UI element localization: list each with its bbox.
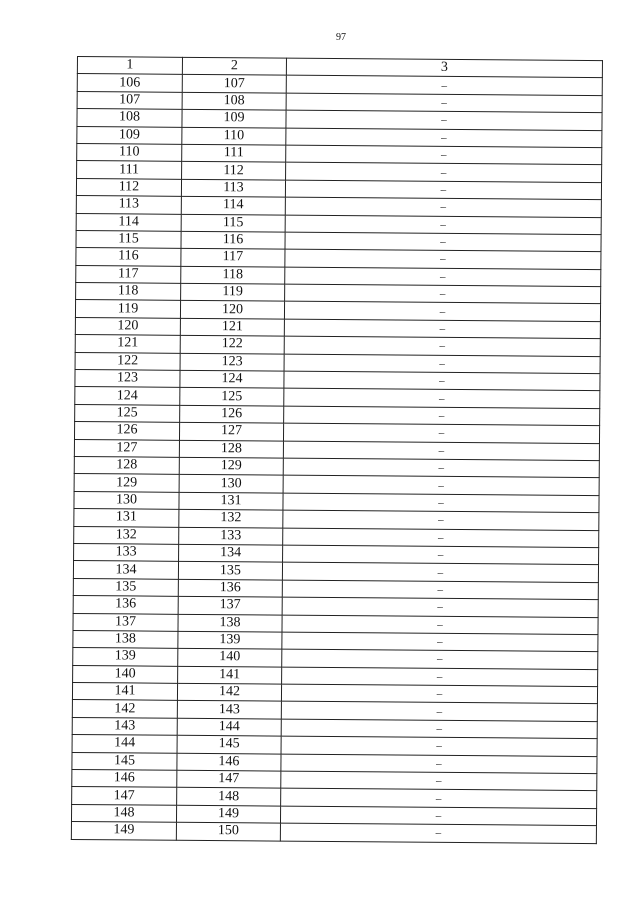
table-cell-col3: – <box>282 649 598 669</box>
table-cell-col1: 126 <box>74 422 179 440</box>
table-cell-col3: – <box>283 458 599 478</box>
table-cell-col1: 144 <box>72 735 177 753</box>
table-cell-col2: 148 <box>177 788 281 806</box>
table-cell-col2: 144 <box>177 718 281 736</box>
table-cell-col2: 117 <box>181 249 285 267</box>
table-cell-col1: 112 <box>76 178 181 196</box>
table-cell-col3: – <box>285 284 601 304</box>
table-cell-col3: – <box>285 197 601 217</box>
table-cell-col3: – <box>286 162 602 182</box>
table-cell-col2: 134 <box>179 544 283 562</box>
table-cell-col3: – <box>285 215 601 235</box>
table-cell-col2: 130 <box>179 475 283 493</box>
table-cell-col2: 113 <box>181 179 285 197</box>
table-cell-col3: – <box>282 615 598 635</box>
table-cell-col2: 147 <box>177 770 281 788</box>
table-cell-col1: 146 <box>72 769 177 787</box>
table-cell-col1: 131 <box>74 509 179 527</box>
table-cell-col2: 123 <box>180 353 284 371</box>
table-cell-col3: – <box>284 336 600 356</box>
table-cell-col1: 109 <box>77 126 182 144</box>
table-cell-col2: 136 <box>178 579 282 597</box>
table-cell-col2: 138 <box>178 614 282 632</box>
table-cell-col2: 110 <box>182 127 286 145</box>
table-cell-col2: 132 <box>179 509 283 527</box>
table-cell-col3: – <box>283 545 599 565</box>
table-cell-col1: 114 <box>76 213 181 231</box>
table-cell-col1: 113 <box>76 196 181 214</box>
table-cell-col2: 137 <box>178 596 282 614</box>
table-cell-col3: – <box>284 371 600 391</box>
table-cell-col2: 141 <box>178 666 282 684</box>
table-cell-col1: 147 <box>72 787 177 805</box>
table-cell-col2: 107 <box>182 75 286 93</box>
table-cell-col1: 125 <box>75 404 180 422</box>
table-cell-col2: 149 <box>176 805 280 823</box>
table-cell-col2: 109 <box>182 109 286 127</box>
table-cell-col2: 140 <box>178 649 282 667</box>
table-cell-col3: – <box>285 267 601 287</box>
table-cell-col3: – <box>280 823 596 843</box>
table-cell-col3: – <box>284 354 600 374</box>
table-cell-col1: 111 <box>77 161 182 179</box>
table-cell-col1: 135 <box>73 578 178 596</box>
table-cell-col2: 145 <box>177 736 281 754</box>
table-cell-col2: 122 <box>180 336 284 354</box>
table-cell-col1: 123 <box>75 370 180 388</box>
table-cell-col1: 129 <box>74 474 179 492</box>
table-cell-col1: 145 <box>72 752 177 770</box>
table-cell-col3: – <box>281 789 597 809</box>
table-cell-col3: – <box>281 754 597 774</box>
table-cell-col3: – <box>281 684 597 704</box>
table-cell-col2: 131 <box>179 492 283 510</box>
table-cell-col2: 111 <box>182 144 286 162</box>
table-cell-col3: – <box>282 632 598 652</box>
table-cell-col3: – <box>283 423 599 443</box>
table-cell-col3: – <box>281 719 597 739</box>
table-cell-col1: 149 <box>71 822 176 840</box>
table-body <box>71 74 602 843</box>
table-cell-col1: 137 <box>73 613 178 631</box>
table-cell-col3: – <box>282 597 598 617</box>
table-cell-col1: 136 <box>73 596 178 614</box>
table-cell-col1: 127 <box>74 439 179 457</box>
table-cell-col3: – <box>286 110 602 130</box>
table-cell-col2: 126 <box>180 405 284 423</box>
table-cell-col3: – <box>281 736 597 756</box>
table-cell-col3: – <box>283 528 599 548</box>
table-cell-col1: 128 <box>74 456 179 474</box>
table-cell-col1: 143 <box>72 717 177 735</box>
table-cell-col2: 116 <box>181 231 285 249</box>
table-cell-col3: – <box>285 232 601 252</box>
table-cell-col2: 115 <box>181 214 285 232</box>
table-cell-col2: 142 <box>177 683 281 701</box>
table-cell-col3: – <box>282 580 598 600</box>
column-header-2: 2 <box>182 57 286 75</box>
table-cell-col1: 138 <box>73 630 178 648</box>
table-cell-col1: 118 <box>76 283 181 301</box>
table-cell-col3: – <box>284 319 600 339</box>
table-cell-col3: – <box>283 476 599 496</box>
table-cell-col1: 133 <box>74 543 179 561</box>
table-cell-col1: 148 <box>71 804 176 822</box>
table-cell-col1: 110 <box>77 143 182 161</box>
table-cell-col1: 139 <box>73 648 178 666</box>
table-cell-col2: 143 <box>177 701 281 719</box>
table-cell-col1: 115 <box>76 230 181 248</box>
table-cell-col3: – <box>283 493 599 513</box>
table-cell-col3: – <box>284 406 600 426</box>
table-cell-col3: – <box>283 510 599 530</box>
table-cell-col1: 142 <box>72 700 177 718</box>
table-cell-col2: 119 <box>181 283 285 301</box>
table-cell-col2: 124 <box>180 370 284 388</box>
column-header-1: 1 <box>77 57 182 75</box>
table-cell-col2: 133 <box>179 527 283 545</box>
table-cell-col1: 120 <box>75 317 180 335</box>
table-cell-col1: 107 <box>77 91 182 109</box>
column-header-3: 3 <box>286 58 602 78</box>
table-cell-col1: 122 <box>75 352 180 370</box>
table-cell-col2: 114 <box>181 196 285 214</box>
table-cell-col1: 140 <box>73 665 178 683</box>
table-cell-col3: – <box>283 441 599 461</box>
table-cell-col1: 141 <box>72 683 177 701</box>
table-cell-col1: 134 <box>73 561 178 579</box>
table-cell-col1: 106 <box>77 74 182 92</box>
table-cell-col3: – <box>282 667 598 687</box>
table-cell-col1: 119 <box>75 300 180 318</box>
table-cell-col2: 118 <box>181 266 285 284</box>
table-cell-col3: – <box>280 806 596 826</box>
table-cell-col1: 121 <box>75 335 180 353</box>
table-cell-col1: 116 <box>76 248 181 266</box>
table-cell-col2: 135 <box>178 562 282 580</box>
table-cell-col3: – <box>281 702 597 722</box>
table-cell-col2: 108 <box>182 92 286 110</box>
table-cell-col1: 117 <box>76 265 181 283</box>
table-cell-col3: – <box>284 302 600 322</box>
table-cell-col2: 128 <box>179 440 283 458</box>
table-cell-col3: – <box>286 93 602 113</box>
table-cell-col1: 108 <box>77 109 182 127</box>
table-cell-col3: – <box>286 128 602 148</box>
table-cell-col2: 139 <box>178 631 282 649</box>
table-cell-col1: 132 <box>74 526 179 544</box>
table-cell-col2: 146 <box>177 753 281 771</box>
table-cell-col2: 129 <box>179 457 283 475</box>
table-cell-col2: 121 <box>180 318 284 336</box>
table-cell-col3: – <box>284 389 600 409</box>
table-cell-col1: 130 <box>74 491 179 509</box>
table-cell-col2: 112 <box>182 162 286 180</box>
table-cell-col1: 124 <box>75 387 180 405</box>
table-cell-col2: 127 <box>179 423 283 441</box>
table-cell-col3: – <box>285 249 601 269</box>
table-cell-col2: 120 <box>180 301 284 319</box>
table-cell-col2: 150 <box>176 822 280 840</box>
table-cell-col3: – <box>281 771 597 791</box>
table-cell-col3: – <box>286 76 602 96</box>
page-number: 97 <box>336 32 346 43</box>
data-table <box>71 56 603 844</box>
table-row <box>71 822 596 844</box>
table-cell-col2: 125 <box>180 388 284 406</box>
table-cell-col3: – <box>285 180 601 200</box>
table-cell-col3: – <box>286 145 602 165</box>
table-cell-col3: – <box>282 562 598 582</box>
